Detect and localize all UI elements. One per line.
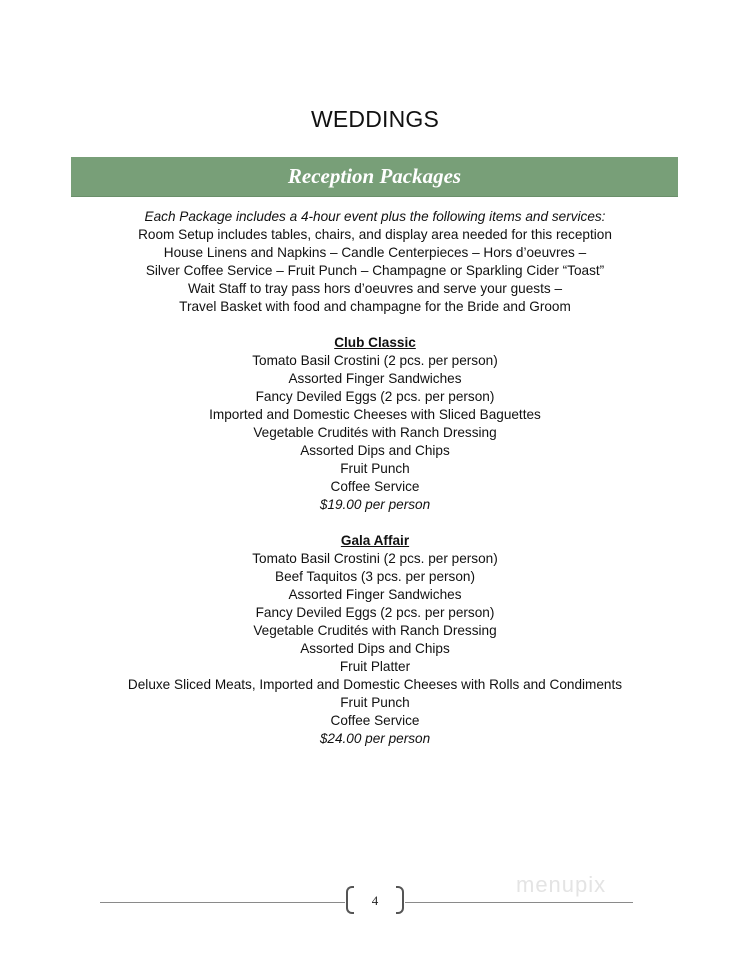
package-item: Deluxe Sliced Meats, Imported and Domestic Cheeses with Rolls and Condiments xyxy=(127,677,623,692)
package-club-classic xyxy=(0,334,750,514)
intro-section xyxy=(0,208,750,316)
package-item: Tomato Basil Crostini (2 pcs. per person) xyxy=(252,353,498,368)
spacer xyxy=(0,514,750,532)
intro-item: Silver Coffee Service – Fruit Punch – Champagne or Sparkling Cider “Toast” xyxy=(145,263,605,278)
intro-lead: Each Package includes a 4-hour event plus the following items and services: xyxy=(144,209,606,224)
spacer xyxy=(0,316,750,334)
package-name: Gala Affair xyxy=(340,533,410,548)
package-gala-affair xyxy=(0,532,750,748)
footer-rule-left xyxy=(100,902,345,903)
watermark: menupix xyxy=(516,872,607,897)
intro-item: House Linens and Napkins – Candle Centerpieces – Hors d’oeuvres – xyxy=(163,245,587,260)
package-item: Fruit Platter xyxy=(339,659,411,674)
package-price: $19.00 per person xyxy=(319,497,431,512)
page-heading: WEDDINGS xyxy=(310,106,440,132)
package-price: $24.00 per person xyxy=(319,731,431,746)
menu-content xyxy=(0,208,750,748)
package-item: Assorted Dips and Chips xyxy=(300,641,450,656)
intro-item: Travel Basket with food and champagne for the Bride and Groom xyxy=(179,299,571,314)
package-item: Fruit Punch xyxy=(340,695,410,710)
package-item: Vegetable Crudités with Ranch Dressing xyxy=(253,623,497,638)
intro-item: Wait Staff to tray pass hors d’oeuvres and serve your guests – xyxy=(187,281,562,296)
package-item: Fruit Punch xyxy=(340,461,410,476)
package-item: Coffee Service xyxy=(330,713,420,728)
package-item: Vegetable Crudités with Ranch Dressing xyxy=(253,425,497,440)
section-banner xyxy=(71,157,678,197)
package-item: Assorted Finger Sandwiches xyxy=(288,587,462,602)
banner-title: Reception Packages xyxy=(287,164,462,188)
left-bracket-icon xyxy=(346,886,354,914)
package-item: Fancy Deviled Eggs (2 pcs. per person) xyxy=(255,389,495,404)
package-name: Club Classic xyxy=(334,335,416,350)
footer-rule-right xyxy=(405,902,633,903)
package-item: Fancy Deviled Eggs (2 pcs. per person) xyxy=(255,605,495,620)
package-item: Imported and Domestic Cheeses with Sliced Baguettes xyxy=(209,407,541,422)
package-item: Tomato Basil Crostini (2 pcs. per person) xyxy=(252,551,498,566)
package-item: Assorted Finger Sandwiches xyxy=(288,371,462,386)
intro-item: Room Setup includes tables, chairs, and display area needed for this reception xyxy=(138,227,612,242)
package-item: Coffee Service xyxy=(330,479,420,494)
page-number: 4 xyxy=(371,893,379,908)
package-item: Assorted Dips and Chips xyxy=(300,443,450,458)
package-item: Beef Taquitos (3 pcs. per person) xyxy=(275,569,475,584)
right-bracket-icon xyxy=(396,886,404,914)
